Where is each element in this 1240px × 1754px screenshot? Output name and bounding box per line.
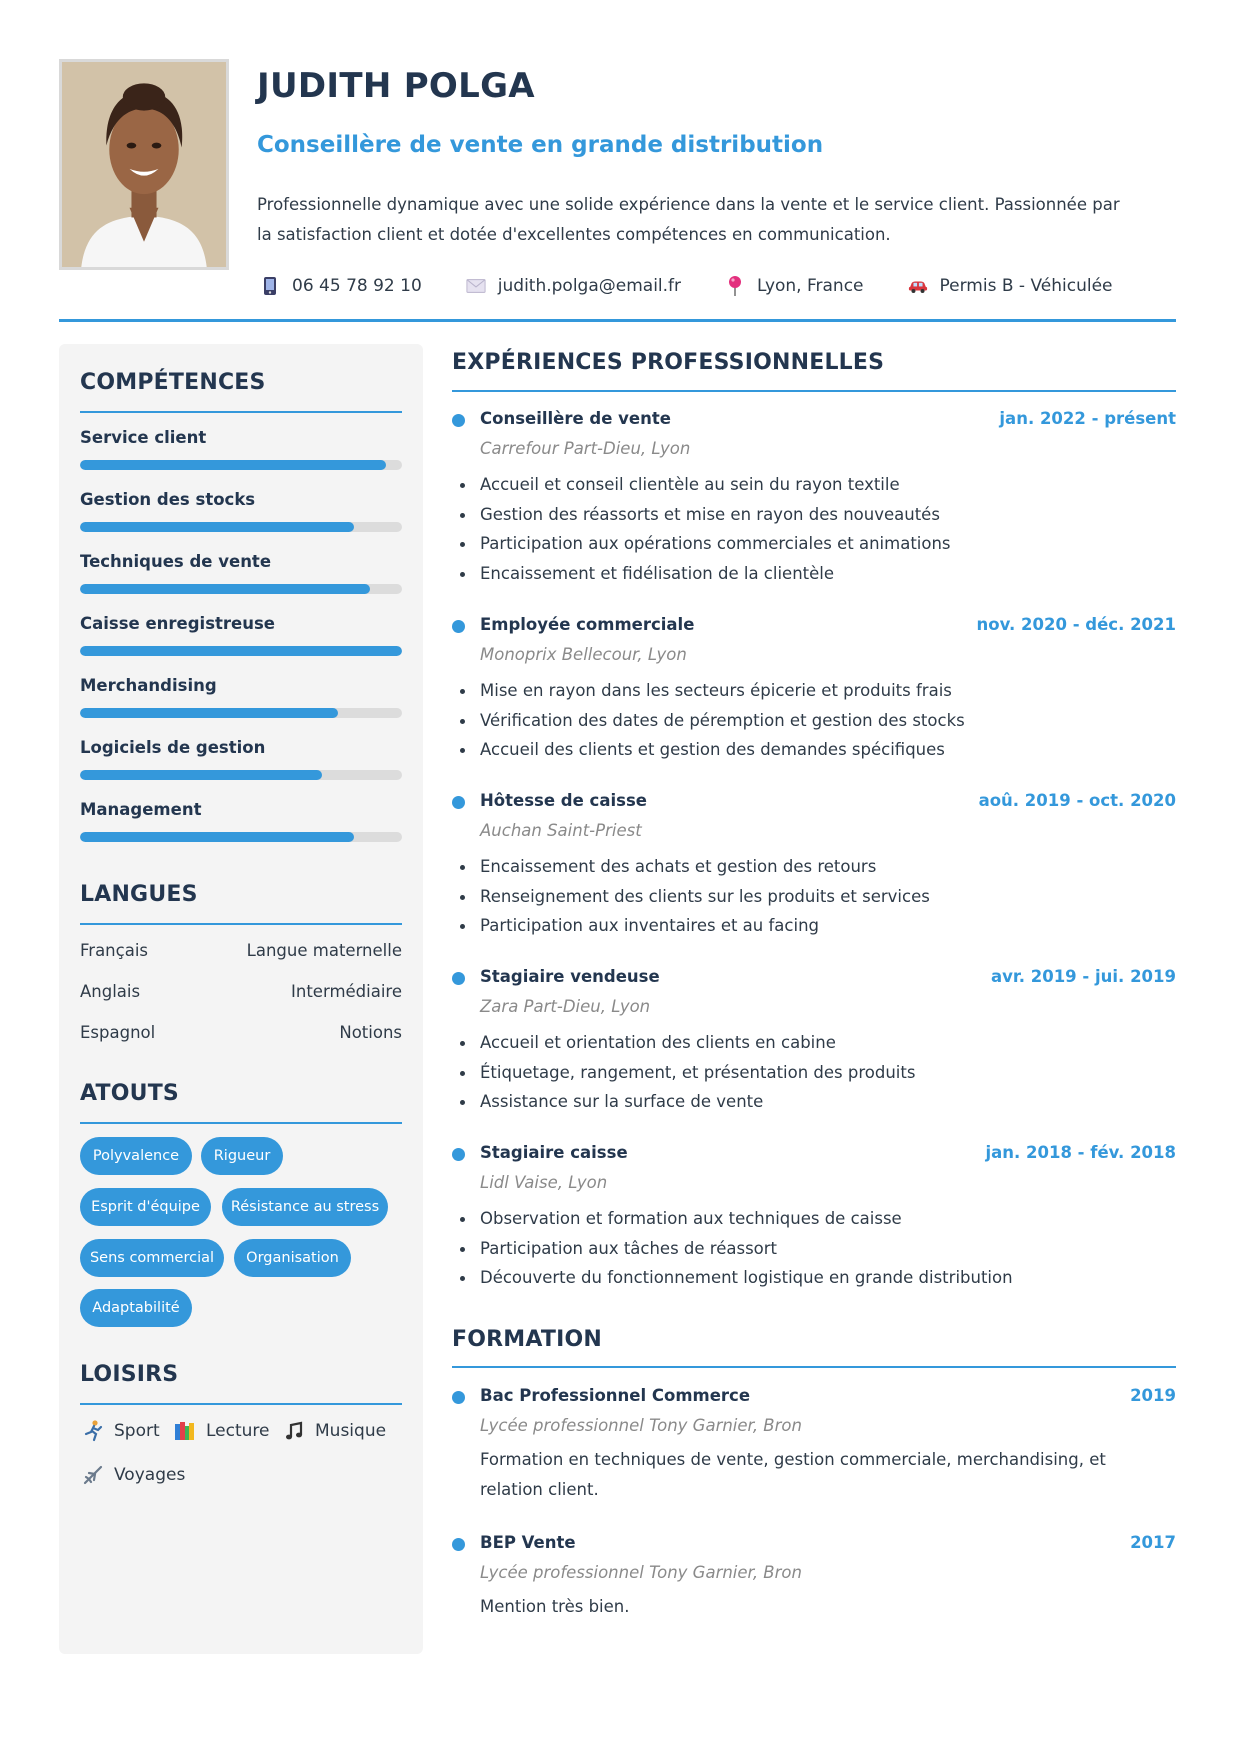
contact-license [908,276,1113,296]
phone-icon [260,276,280,296]
timeline-dot [452,1148,465,1161]
bullet-item: Observation et formation aux techniques de caisse [452,1204,1176,1234]
entry-school: Lycée professionnel Tony Garnier, Bron [480,1563,802,1582]
timeline-dot [452,972,465,985]
entry-company: Carrefour Part-Dieu, Lyon [480,439,691,458]
skill-label: Service client [80,428,207,447]
candidate-name: JUDITH POLGA [257,66,535,106]
entry-bullets [452,1028,1176,1117]
contact-email [466,276,681,296]
contact-location [725,276,863,296]
entry-header [452,1143,1176,1167]
entry-description: Formation en techniques de vente, gestion commerciale, merchandising, et relation client. [480,1450,1106,1499]
bullet-item: Accueil des clients et gestion des demandes spécifiques [452,735,1176,765]
profile-photo [59,59,229,270]
entry-header [452,615,1176,639]
bullet-item: Encaissement et fidélisation de la clientèle [452,559,1176,589]
entry-header [452,409,1176,433]
strength-tag: Rigueur [201,1137,283,1175]
entry-role: Stagiaire vendeuse [480,967,660,986]
bullet-item: Étiquetage, rangement, et présentation des produits [452,1058,1176,1088]
strengths-divider [80,1122,402,1124]
skills-heading: COMPÉTENCES [80,370,266,395]
entry-header [452,967,1176,991]
entry-role: Hôtesse de caisse [480,791,647,810]
timeline-dot [452,620,465,633]
timeline-dot [452,414,465,427]
entry-role: Employée commerciale [480,615,695,634]
language-row [80,941,402,960]
entry-role: Stagiaire caisse [480,1143,628,1162]
experience-entry [452,615,1176,765]
hobbies-divider [80,1403,402,1405]
language-level: Langue maternelle [246,941,402,960]
job-title: Conseillère de vente en grande distribution [257,132,824,158]
hobby-item [283,1420,386,1442]
education-heading: FORMATION [452,1327,602,1352]
bullet-item: Mise en rayon dans les secteurs épicerie et produits frais [452,676,1176,706]
education-entry [452,1533,1176,1622]
skill-bar-track [80,646,402,656]
entry-bullets [452,1204,1176,1293]
languages-heading: LANGUES [80,882,198,907]
entry-date: jan. 2022 - présent [999,409,1176,428]
hobby-item [82,1464,185,1486]
entry-company: Lidl Vaise, Lyon [480,1173,608,1192]
skill-item [80,738,402,780]
skill-bar-track [80,584,402,594]
profile-summary: Professionnelle dynamique avec une solide expérience dans la vente et le service client. Passionnée par la satisfaction client et dotée d'excellentes compétences en communication. [257,195,1120,244]
hobby-item [82,1420,160,1442]
entry-description: Mention très bien. [480,1597,630,1616]
location-pin-icon [725,276,745,296]
skill-bar-track [80,460,402,470]
entry-company: Auchan Saint-Priest [480,821,642,840]
skill-label: Management [80,800,202,819]
hobby-label: Musique [315,1421,387,1441]
contact-license-text: Permis B - Véhiculée [939,276,1113,296]
entry-date: jan. 2018 - fév. 2018 [985,1143,1176,1162]
bullet-item: Accueil et orientation des clients en cabine [452,1028,1176,1058]
bullet-item: Vérification des dates de péremption et gestion des stocks [452,706,1176,736]
education-entry [452,1386,1176,1505]
experience-entry [452,791,1176,941]
contact-email-text: judith.polga@email.fr [497,276,682,296]
experience-divider [452,390,1176,392]
entry-date: avr. 2019 - jui. 2019 [991,967,1176,986]
timeline-dot [452,1538,465,1551]
timeline-dot [452,1391,465,1404]
skill-bar-track [80,522,402,532]
language-row [80,1023,402,1042]
language-level: Intermédiaire [291,982,402,1001]
bullet-item: Participation aux tâches de réassort [452,1234,1176,1264]
hobby-label: Sport [114,1421,160,1441]
entry-header [452,791,1176,815]
strength-tag: Adaptabilité [80,1289,192,1327]
entry-year: 2019 [1130,1386,1176,1405]
experience-entry [452,409,1176,588]
hobby-label: Voyages [114,1465,186,1485]
strength-tag: Polyvalence [80,1137,192,1175]
bullet-item: Gestion des réassorts et mise en rayon des nouveautés [452,500,1176,530]
contact-phone-text: 06 45 78 92 10 [292,276,422,296]
entry-year: 2017 [1130,1533,1176,1552]
running-icon [82,1420,104,1442]
skill-label: Techniques de vente [80,552,272,571]
languages-divider [80,923,402,925]
entry-bullets [452,676,1176,765]
sidebar [59,344,423,1654]
contact-bar [260,272,1157,300]
entry-date: aoû. 2019 - oct. 2020 [978,791,1176,810]
skill-item [80,552,402,594]
header-divider [59,319,1176,322]
entry-degree: BEP Vente [480,1533,576,1552]
skill-bar-fill [80,770,322,780]
language-level: Notions [339,1023,402,1042]
bullet-item: Renseignement des clients sur les produits et services [452,882,1176,912]
skill-bar-fill [80,584,370,594]
books-icon [174,1420,196,1442]
experience-entry [452,1143,1176,1293]
skill-bar-fill [80,832,354,842]
airplane-icon [82,1464,104,1486]
skill-bar-track [80,770,402,780]
timeline-dot [452,796,465,809]
strength-tag: Résistance au stress [222,1188,388,1226]
education-divider [452,1366,1176,1368]
contact-phone [260,276,422,296]
bullet-item: Encaissement des achats et gestion des retours [452,852,1176,882]
skill-item [80,614,402,656]
skill-bar-fill [80,460,386,470]
strength-tag: Sens commercial [80,1239,224,1277]
language-name: Espagnol [80,1023,156,1042]
language-row [80,982,402,1001]
envelope-icon [466,276,486,296]
experience-heading: EXPÉRIENCES PROFESSIONNELLES [452,350,885,375]
strength-tag: Esprit d'équipe [80,1188,211,1226]
skill-label: Merchandising [80,676,217,695]
skill-label: Logiciels de gestion [80,738,266,757]
skill-bar-fill [80,522,354,532]
strength-tag: Organisation [234,1239,351,1277]
entry-degree: Bac Professionnel Commerce [480,1386,751,1405]
skill-item [80,490,402,532]
bullet-item: Accueil et conseil clientèle au sein du rayon textile [452,470,1176,500]
entry-header [452,1386,1176,1410]
skills-divider [80,411,402,413]
hobbies-heading: LOISIRS [80,1362,179,1387]
entry-header [452,1533,1176,1557]
entry-bullets [452,852,1176,941]
skill-bar-track [80,708,402,718]
bullet-item: Découverte du fonctionnement logistique en grande distribution [452,1263,1176,1293]
bullet-item: Assistance sur la surface de vente [452,1087,1176,1117]
skill-bar-fill [80,708,338,718]
entry-school: Lycée professionnel Tony Garnier, Bron [480,1416,802,1435]
skill-bar-fill [80,646,402,656]
experience-entry [452,967,1176,1117]
bullet-item: Participation aux opérations commerciales et animations [452,529,1176,559]
language-name: Anglais [80,982,141,1001]
entry-bullets [452,470,1176,588]
skill-label: Gestion des stocks [80,490,256,509]
strengths-heading: ATOUTS [80,1081,179,1106]
music-note-icon [283,1420,305,1442]
skill-bar-track [80,832,402,842]
hobby-label: Lecture [206,1421,270,1441]
entry-role: Conseillère de vente [480,409,671,428]
bullet-item: Participation aux inventaires et au facing [452,911,1176,941]
skill-item [80,428,402,470]
car-icon [908,276,928,296]
entry-date: nov. 2020 - déc. 2021 [976,615,1176,634]
entry-company: Monoprix Bellecour, Lyon [480,645,687,664]
skill-item [80,676,402,718]
skill-item [80,800,402,842]
contact-location-text: Lyon, France [757,276,864,296]
hobby-item [174,1420,270,1442]
skill-label: Caisse enregistreuse [80,614,276,633]
language-name: Français [80,941,149,960]
entry-company: Zara Part-Dieu, Lyon [480,997,651,1016]
